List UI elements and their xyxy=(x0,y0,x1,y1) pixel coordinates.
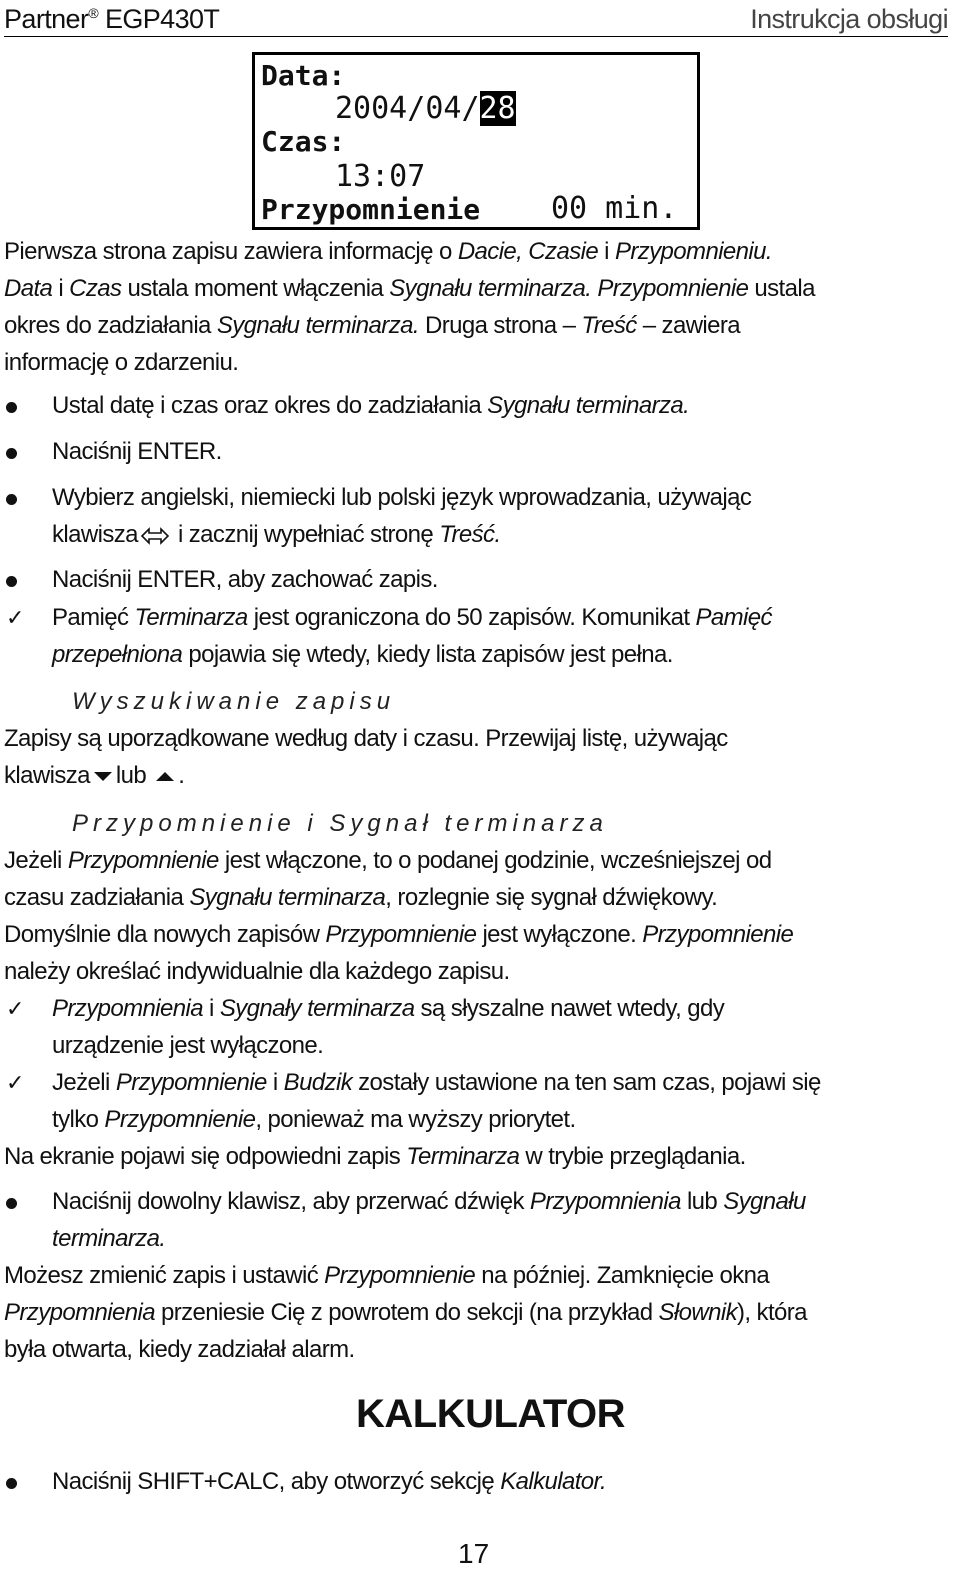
header-product: Partner® EGP430T xyxy=(4,4,220,34)
bullet-icon xyxy=(6,438,17,466)
bullet-text: terminarza. xyxy=(52,1225,166,1252)
p2-line: Zapisy są uporządkowane według daty i czasu. Przewijaj listę, używając xyxy=(4,725,728,752)
section-title: KALKULATOR xyxy=(356,1392,626,1436)
p5-line: Przypomnienia przeniesie Cię z powrotem do sekcji (na przykład Słownik), która xyxy=(4,1299,807,1326)
check-text: Jeżeli Przypomnienie i Budzik zostały ustawione na ten sam czas, pojawi się xyxy=(52,1069,821,1096)
p3-line: Jeżeli Przypomnienie jest włączone, to o podanej godzinie, wcześniejszej od xyxy=(4,847,772,874)
p5-line: Możesz zmienić zapis i ustawić Przypomnienie na później. Zamknięcie okna xyxy=(4,1262,770,1289)
check-icon: ✓ xyxy=(6,1070,25,1095)
p3-line: czasu zadziałania Sygnału terminarza, rozlegnie się sygnał dźwiękowy. xyxy=(4,884,718,911)
bullet-text: Naciśnij dowolny klawisz, aby przerwać dźwięk Przypomnienia lub Sygnału xyxy=(52,1188,806,1215)
lcd-date-value: 2004/04/28 xyxy=(335,91,516,126)
bullet-text: Ustal datę i czas oraz okres do zadziałania Sygnału terminarza. xyxy=(52,392,690,419)
bullet-icon xyxy=(6,1188,17,1216)
p3-line: należy określać indywidualnie dla każdego zapisu. xyxy=(4,958,510,985)
check-text: Przypomnienia i Sygnały terminarza są słyszalne nawet wtedy, gdy xyxy=(52,995,725,1022)
lcd-reminder-value: 00 min. xyxy=(551,191,678,226)
check-icon: ✓ xyxy=(6,996,25,1021)
check-text: przepełniona pojawia się wtedy, kiedy lista zapisów jest pełna. xyxy=(52,641,673,668)
p5-line: była otwarta, kiedy zadziałał alarm. xyxy=(4,1336,355,1363)
p1-line: Pierwsza strona zapisu zawiera informację o Dacie, Czasie i Przypomnieniu. xyxy=(4,238,772,265)
lcd-date-label: Data: xyxy=(261,59,346,92)
check-icon: ✓ xyxy=(6,605,25,630)
lcd-time-label: Czas: xyxy=(261,125,346,158)
p3-line: Domyślnie dla nowych zapisów Przypomnienie jest wyłączone. Przypomnienie xyxy=(4,921,794,948)
bullet-text: Naciśnij ENTER. xyxy=(52,438,222,465)
p1-line: informację o zdarzeniu. xyxy=(4,349,239,376)
bullet-text: klawisza i zacznij wypełniać stronę Treść. xyxy=(52,521,501,548)
check-text: Pamięć Terminarza jest ograniczona do 50 zapisów. Komunikat Pamięć xyxy=(52,604,772,631)
lcd-time-value: 13:07 xyxy=(335,159,426,194)
lcd-screen xyxy=(252,52,700,230)
bullet-text: Naciśnij SHIFT+CALC, aby otworzyć sekcję Kalkulator. xyxy=(52,1468,607,1495)
bullet-text: Wybierz angielski, niemiecki lub polski język wprowadzania, używając xyxy=(52,484,752,511)
bullet-icon xyxy=(6,1468,17,1496)
section-heading: Przypomnienie i Sygnał terminarza xyxy=(72,810,608,837)
bullet-text: Naciśnij ENTER, aby zachować zapis. xyxy=(52,566,438,593)
up-arrow-icon xyxy=(156,772,174,781)
page-header xyxy=(4,4,948,37)
lcd-cursor-day: 28 xyxy=(479,91,516,126)
bullet-icon xyxy=(6,392,17,420)
bullet-icon xyxy=(6,484,17,512)
check-text: tylko Przypomnienie, ponieważ ma wyższy priorytet. xyxy=(52,1106,576,1133)
header-manual-title: Instrukcja obsługi xyxy=(750,4,948,34)
down-arrow-icon xyxy=(94,772,112,781)
lcd-reminder-label: Przypomnienie xyxy=(261,193,481,226)
bullet-icon xyxy=(6,566,17,594)
p1-line: Data i Czas ustala moment włączenia Sygnału terminarza. Przypomnienie ustala xyxy=(4,275,815,302)
section-heading: Wyszukiwanie zapisu xyxy=(72,688,396,715)
page-number: 17 xyxy=(458,1538,490,1569)
check-text: urządzenie jest wyłączone. xyxy=(52,1032,324,1059)
left-right-arrow-icon xyxy=(140,527,170,545)
p2-line: klawisza lub . xyxy=(4,762,185,789)
p4-line: Na ekranie pojawi się odpowiedni zapis Terminarza w trybie przeglądania. xyxy=(4,1143,746,1170)
p1-line: okres do zadziałania Sygnału terminarza. Druga strona – Treść – zawiera xyxy=(4,312,741,339)
